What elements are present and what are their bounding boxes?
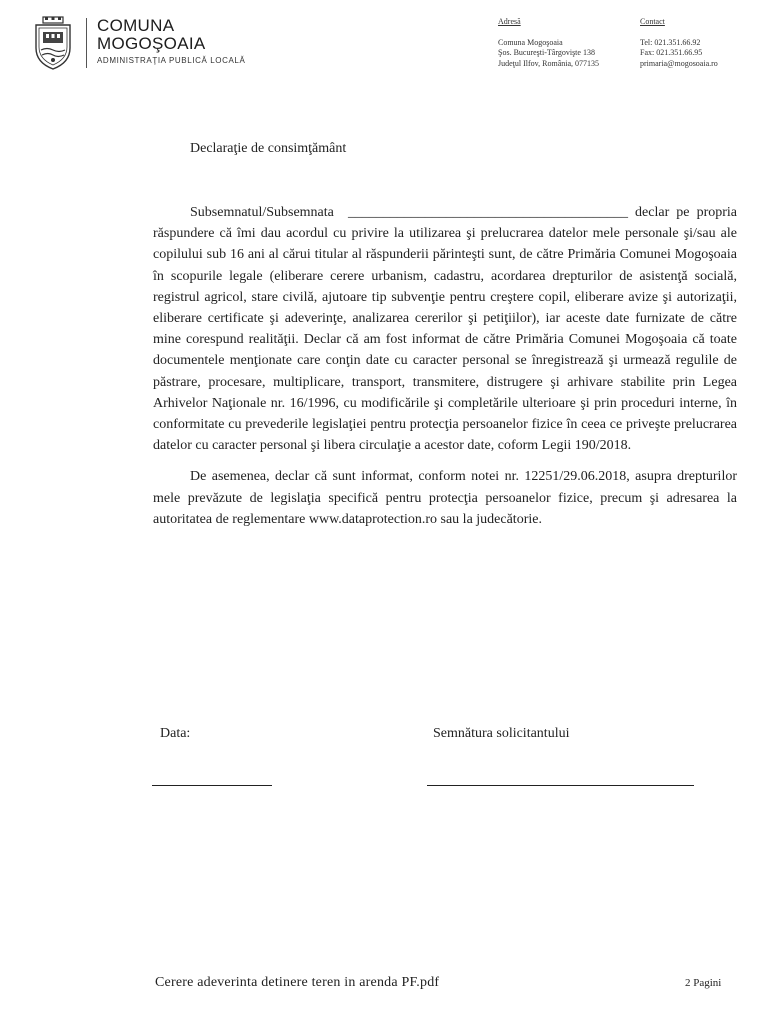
signature-label: Semnătura solicitantului [433,726,570,741]
footer-filename: Cerere adeverinta detinere teren in arenda PF.pdf [155,975,440,990]
brand-line2: MOGOŞOAIA [97,34,206,53]
contact-block [640,17,718,69]
address-line: Comuna Mogoşoaia [498,37,563,47]
contact-email[interactable]: primaria@mogosoaia.ro [640,58,718,68]
footer-page-count: 2 Pagini [685,977,722,989]
brand-subtitle: ADMINISTRAŢIA PUBLICĂ LOCALĂ [97,56,246,65]
paragraph-1-text: declar pe propria răspundere că îmi dau acordul cu privire la utilizarea şi prelucrarea datelor mele personale şi/sau ale copilului sub 16 ani al cărui titular al răspunderii părinteşti sunt, de către Primăria Comunei Mogoşoaia în scopurile legale (eliberare cerere urbanism, cadastru, acordarea drepturilor de asistenţă socială, registrul agricol, stare civilă, ajutoare tip subvenţie pentru creştere copil, eliberare avize şi autorizaţii, eliberare certificate şi adeverinţe, analizarea cererilor şi petiţiilor), iar aceste date furnizate de către mine corespund realităţii. Declar că am fost informat de către Primăria Comunei Mogoşoaia că toate documentele menţionate care conţin date cu caracter personal se înregistrează şi urmează regulile de păstrare, procesare, multiplicare, transport, transmitere, distrugere şi arhivare stabilite prin Legea Arhivelor Naţionale nr. 16/1996, cu modificările şi completările ulterioare şi prin proceduri interne, în conformitate cu prevederile legislaţiei pentru protecţia persoanelor fizice în ceea ce priveşte prelucrarea datelor cu caracter personal şi libera circulaţie a acestor date, coform Legii 190/2018. [153,205,737,454]
paragraph-1 [153,202,737,456]
date-line[interactable] [152,785,272,786]
brand-block [97,17,245,65]
address-line: Şos. Bucureşti-Târgovişte 138 [498,48,595,57]
brand-divider [86,18,87,68]
paragraph-2: De asemenea, declar că sunt informat, conform notei nr. 12251/29.06.2018, asupra drepturilor mele prevăzute de legislaţia specifică pentru protecţia persoanelor fizice, precum şi adresarea la autoritatea de reglementare www.dataprotection.ro sau la judecătorie. [153,469,737,527]
contact-heading: Contact [640,17,665,26]
signature-line[interactable] [427,785,694,786]
address-block [498,17,599,69]
name-fill-line[interactable]: ________________________________________ [348,205,628,220]
contact-fax: Fax: 021.351.66.95 [640,48,703,57]
document-title: Declaraţie de consimţământ [190,141,347,156]
contact-phone: Tel: 021.351.66.92 [640,37,701,47]
lead-text: Subsemnatul/Subsemnata [190,205,334,220]
document-body [153,202,737,530]
address-line: Judeţul Ilfov, România, 077135 [498,58,600,68]
brand-line1: COMUNA [97,16,175,35]
date-label: Data: [160,726,191,741]
coat-of-arms-icon [33,16,73,70]
address-heading: Adresă [498,17,521,26]
